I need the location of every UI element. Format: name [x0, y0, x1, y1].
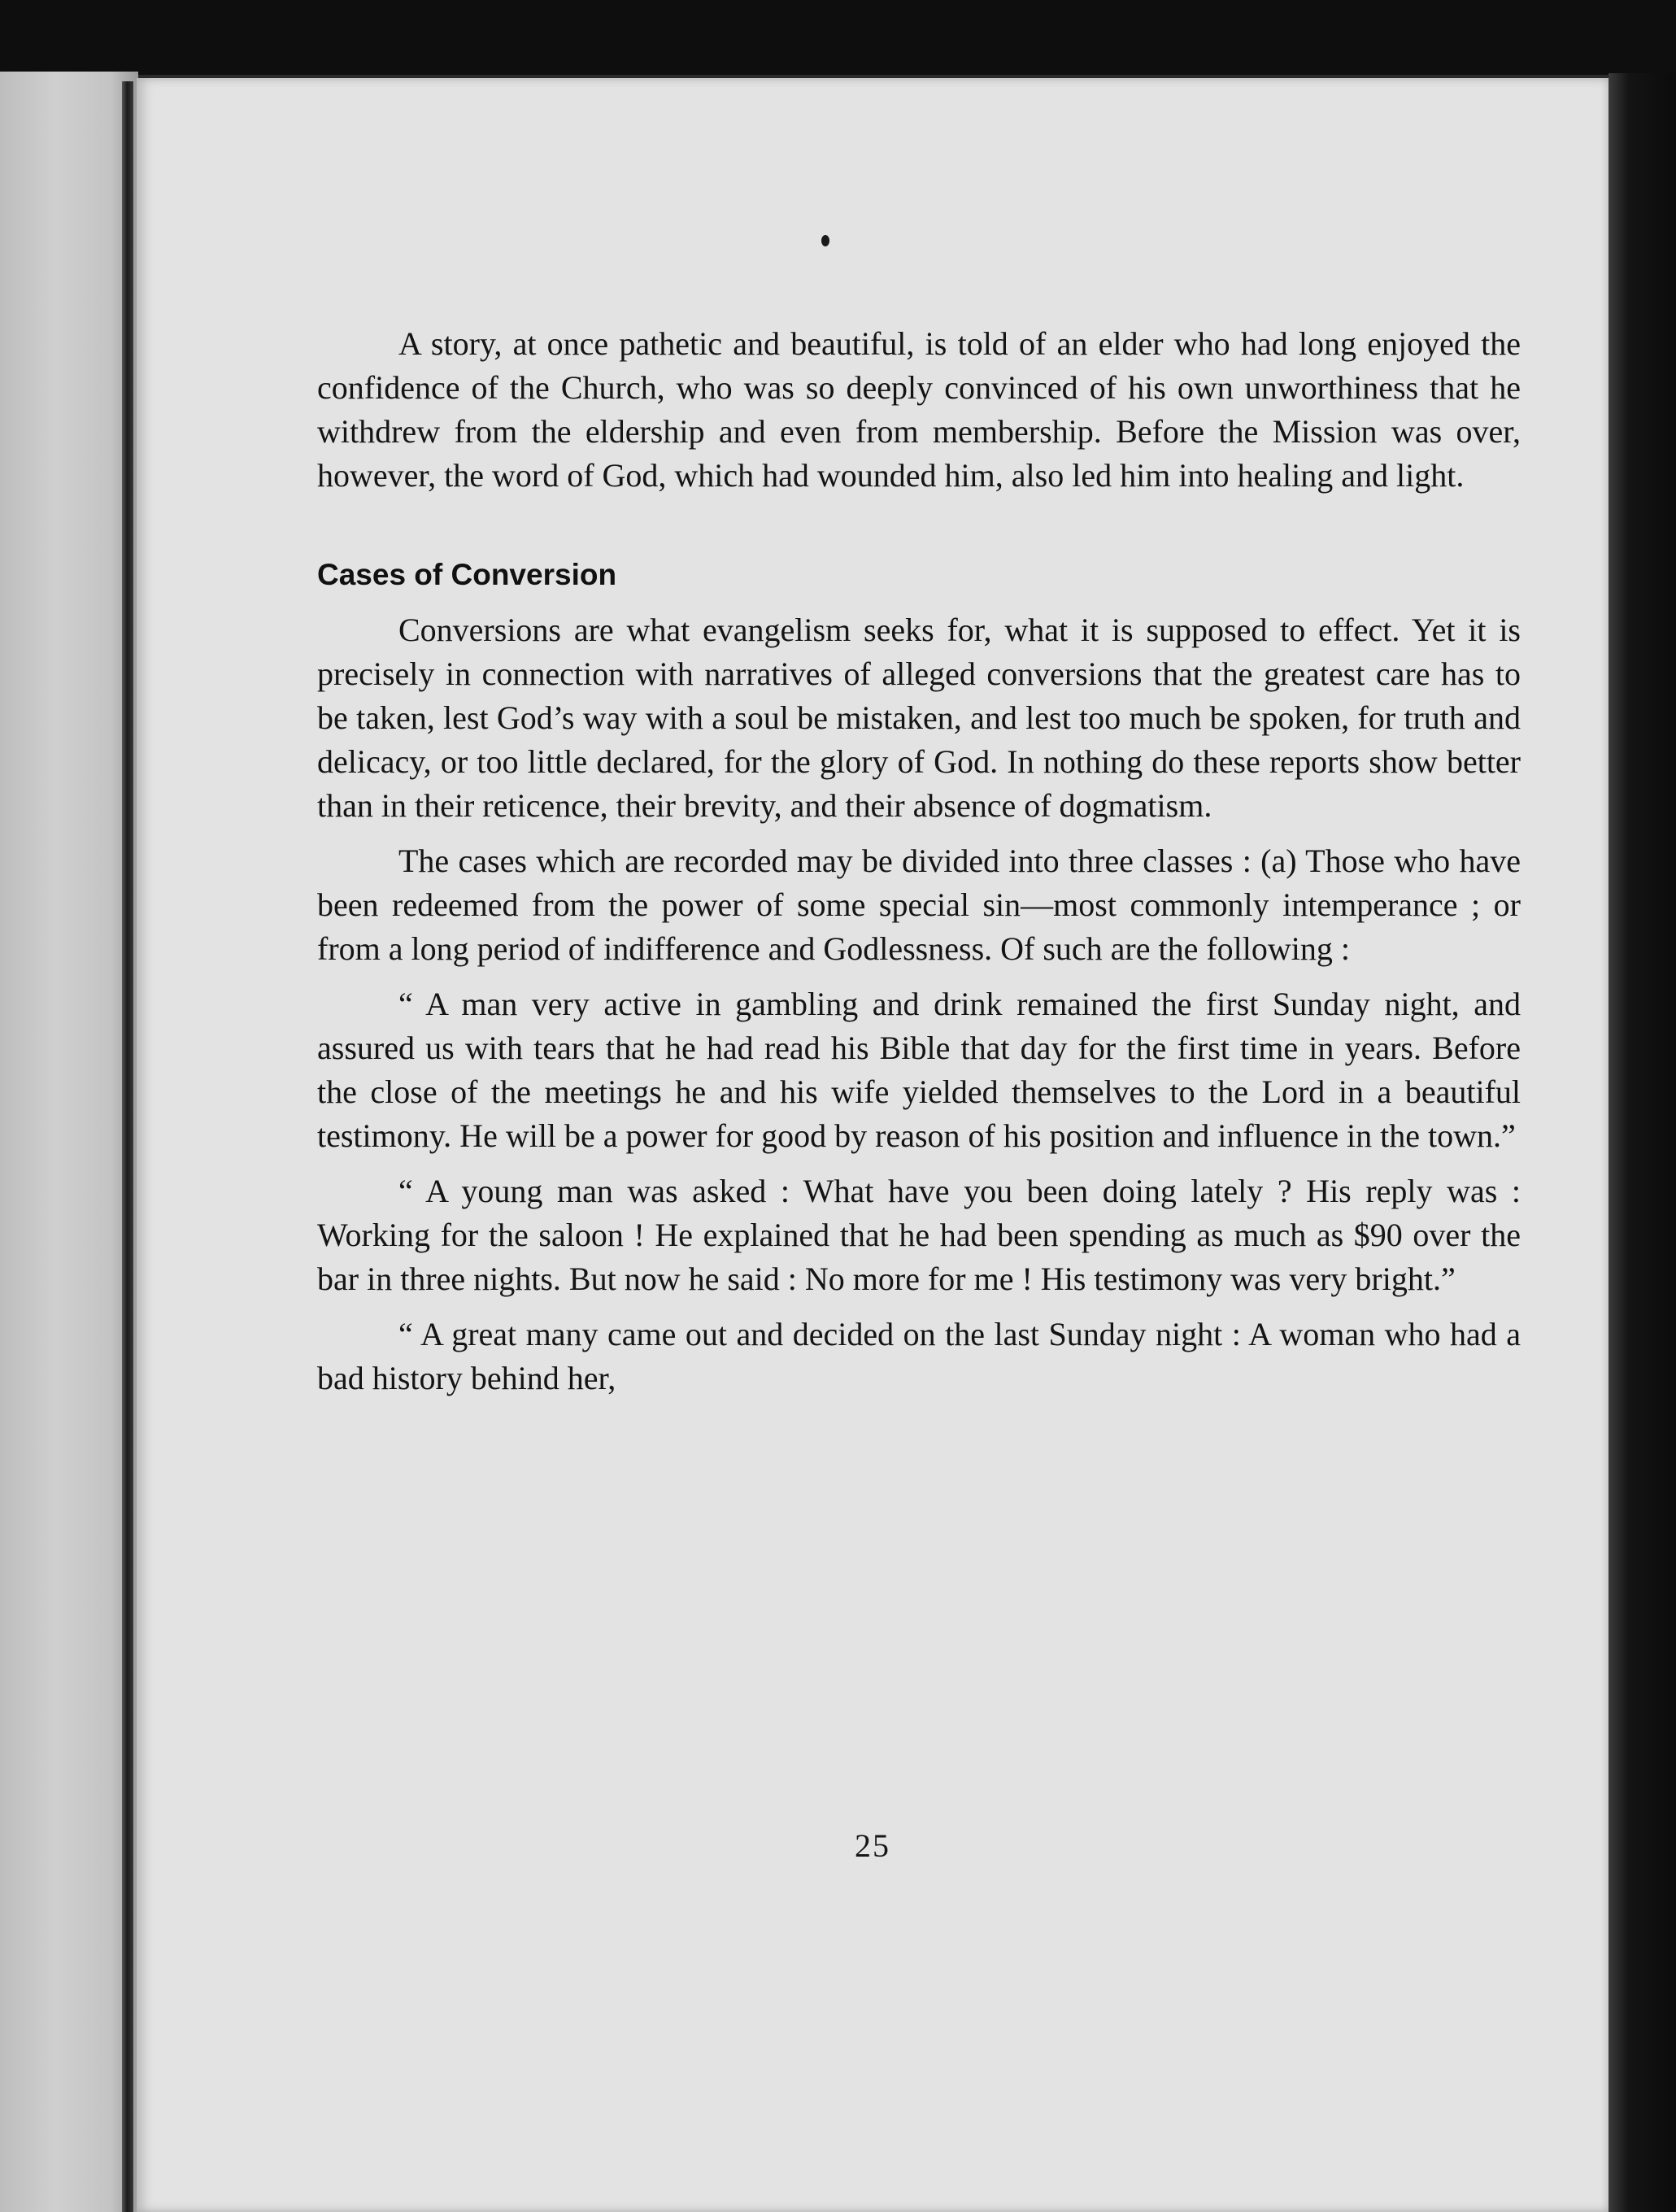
binding-gutter: [122, 81, 133, 2212]
quote-last-sunday: “ A great many came out and decided on the last Sunday night : A woman who had a bad history behind her,: [317, 1316, 1521, 1396]
body-text: [317, 322, 1521, 1412]
scan-right-border: [1609, 73, 1676, 2212]
scan-top-border: [0, 0, 1676, 75]
section-heading: Cases of Conversion: [317, 558, 617, 591]
facing-page-edge: [0, 72, 138, 2212]
ink-dot: [821, 235, 829, 246]
book-page: [137, 78, 1609, 2212]
page-number: 25: [855, 1827, 890, 1864]
quote-gambling-man: “ A man very active in gambling and drink remained the first Sunday night, and assured us with tears that he had read his Bible that day for the first time in years. Before the close of the meetings he and his wife yielded themselves to the Lord in a beautiful testimony. He will be a power for good by reason of his position and influence in the town.”: [317, 986, 1521, 1154]
quote-young-man: “ A young man was asked : What have you been doing lately ? His reply was : Working for the saloon ! He explained that he had been spending as much as $90 over the bar in three nights. But now he said : No more for me ! His testimony was very bright.”: [317, 1173, 1521, 1297]
paragraph-elder-story: A story, at once pathetic and beautiful, is told of an elder who had long enjoyed the confidence of the Church, who was so deeply convinced of his own unworthiness that he withdrew from the eldership and even from membership. Before the Mission was over, however, the word of God, which had wounded him, also led him into healing and light.: [317, 325, 1521, 494]
paragraph-conversions: Conversions are what evangelism seeks for, what it is supposed to effect. Yet it is precisely in connection with narratives of alleged conversions that the greatest care has to be taken, lest God’s way with a soul be mistaken, and lest too much be spoken, for truth and delicacy, or too little declared, for the glory of God. In nothing do these reports show better than in their reticence, their brevity, and their absence of dogmatism.: [317, 612, 1521, 824]
paragraph-classes: The cases which are recorded may be divided into three classes : (a) Those who have been redeemed from the power of some special sin—most commonly intemperance ; or from a long period of indifference and Godlessness. Of such are the following :: [317, 843, 1521, 967]
